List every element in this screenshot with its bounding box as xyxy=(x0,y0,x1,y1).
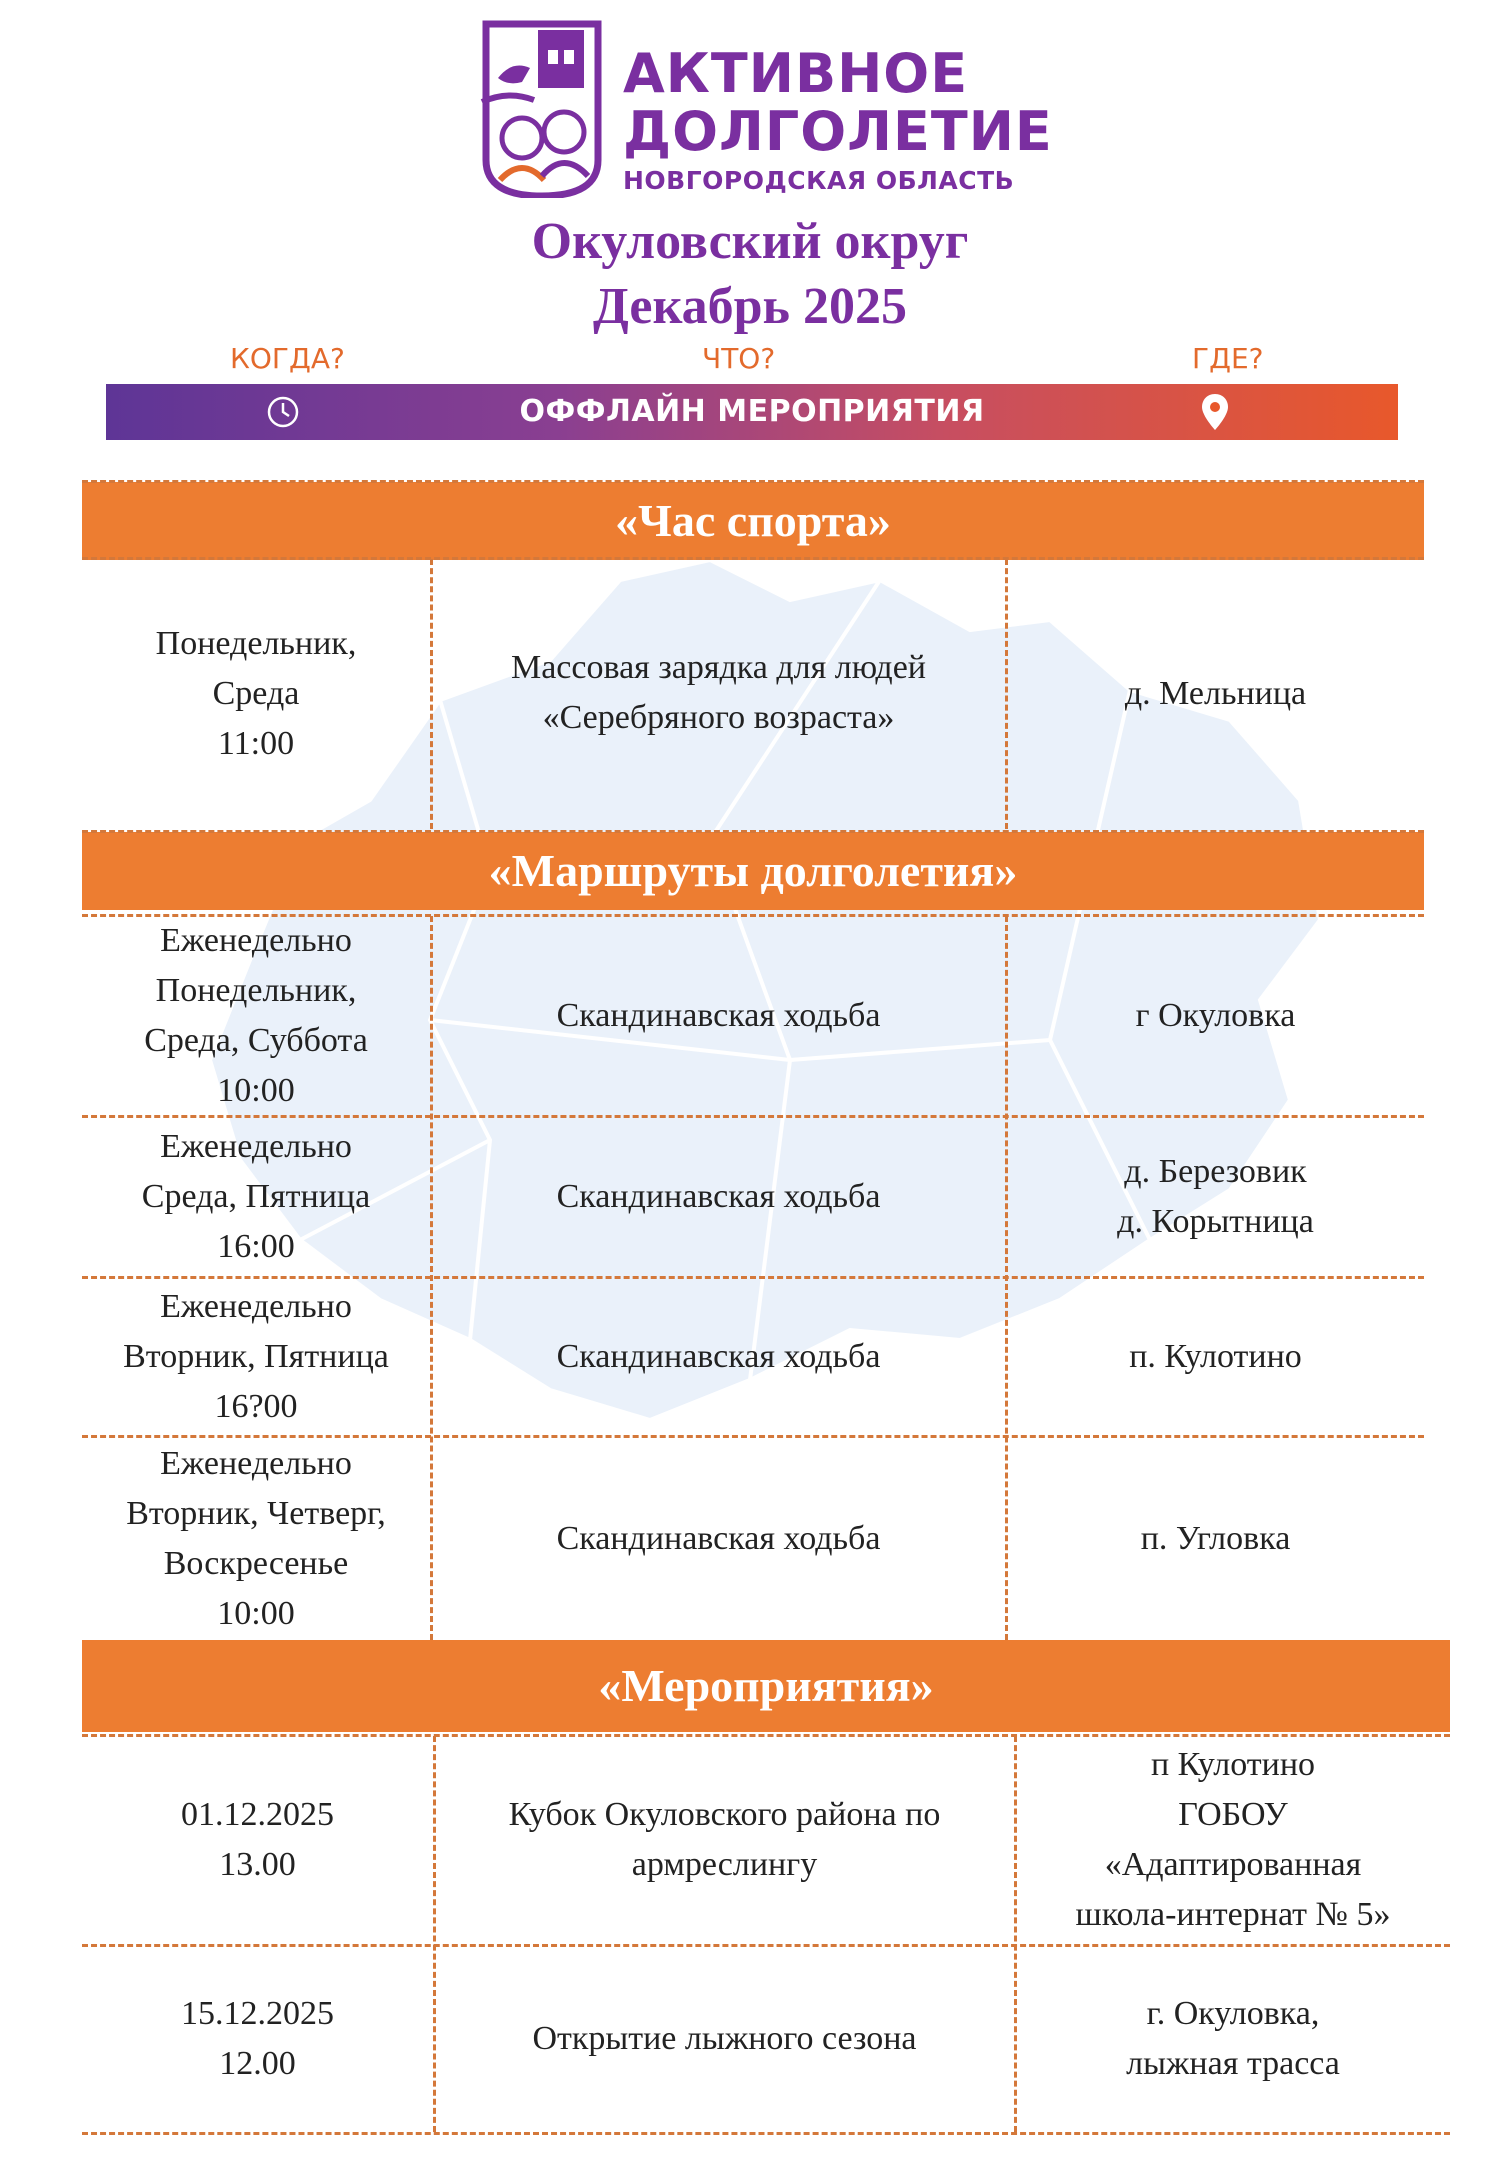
route-row-4-where: п. Угловка xyxy=(1140,1519,1291,1557)
route-row-1-where: г Окуловка xyxy=(1135,996,1296,1034)
logo-line-3: НОВГОРОДСКАЯ ОБЛАСТЬ xyxy=(623,166,1015,195)
event-row-2-where: г. Окуловка, лыжная трасса xyxy=(1126,1995,1340,2082)
route-row-3-where: п. Кулотино xyxy=(1129,1337,1302,1375)
column-divider xyxy=(1014,1736,1017,2132)
logo-line-1: АКТИВНОЕ xyxy=(623,42,969,105)
divider xyxy=(82,1435,1424,1438)
divider xyxy=(82,1115,1424,1118)
event-row-1-what: Кубок Окуловского района по армреслингу xyxy=(508,1796,941,1883)
sport-row-1-when: Понедельник, Среда 11:00 xyxy=(155,625,357,762)
location-pin-icon xyxy=(1200,392,1230,432)
divider xyxy=(82,1734,1450,1737)
offline-events-banner xyxy=(106,384,1398,440)
route-row-1-when: Еженедельно Понедельник, Среда, Суббота 10:00 xyxy=(144,921,368,1109)
column-divider xyxy=(433,1736,436,2132)
route-row-3-what: Скандинавская ходьба xyxy=(556,1337,881,1375)
section-title-sport-hour: «Час спорта» xyxy=(82,482,1424,560)
logo xyxy=(478,20,1053,200)
sport-row-1-what: Массовая зарядка для людей «Серебряного возраста» xyxy=(510,649,927,736)
column-divider xyxy=(430,559,433,829)
divider xyxy=(82,830,1424,833)
route-row-4-what: Скандинавская ходьба xyxy=(556,1519,881,1557)
event-row-1-where: п Кулотино ГОБОУ «Адаптированная школа-интернат № 5» xyxy=(1075,1746,1391,1933)
month-title: Декабрь 2025 xyxy=(592,278,908,335)
route-row-4-when: Еженедельно Вторник, Четверг, Воскресенье 10:00 xyxy=(126,1444,386,1632)
event-row-1-when: 01.12.2025 13.00 xyxy=(181,1796,334,1883)
divider xyxy=(82,1276,1424,1279)
divider xyxy=(82,557,1424,560)
header-where: ГДЕ? xyxy=(1192,342,1264,375)
route-row-1-what: Скандинавская ходьба xyxy=(556,996,881,1034)
section-title-longevity-routes: «Маршруты долголетия» xyxy=(82,832,1424,910)
route-row-2-where: д. Березовик д. Корытница xyxy=(1117,1152,1314,1240)
sport-row-1-where: д. Мельница xyxy=(1124,675,1307,712)
section-title-events: «Мероприятия» xyxy=(82,1640,1450,1732)
route-row-2-what: Скандинавская ходьба xyxy=(556,1177,881,1215)
active-longevity-emblem-icon xyxy=(478,20,606,198)
header-when: КОГДА? xyxy=(230,342,345,375)
event-row-2-what: Открытие лыжного сезона xyxy=(532,2020,917,2057)
divider xyxy=(82,914,1424,917)
route-row-2-when: Еженедельно Среда, Пятница 16:00 xyxy=(141,1127,371,1265)
banner-label: ОФФЛАЙН МЕРОПРИЯТИЯ xyxy=(519,394,985,429)
divider xyxy=(82,1944,1450,1947)
district-title: Окуловский округ xyxy=(531,213,969,270)
event-row-2-when: 15.12.2025 12.00 xyxy=(181,1995,334,2082)
route-row-3-when: Еженедельно Вторник, Пятница 16?00 xyxy=(123,1287,389,1425)
divider xyxy=(82,480,1424,483)
logo-line-2: ДОЛГОЛЕТИЕ xyxy=(623,100,1053,163)
column-divider xyxy=(1005,559,1008,829)
header-what: ЧТО? xyxy=(702,342,776,375)
divider xyxy=(82,2132,1450,2135)
